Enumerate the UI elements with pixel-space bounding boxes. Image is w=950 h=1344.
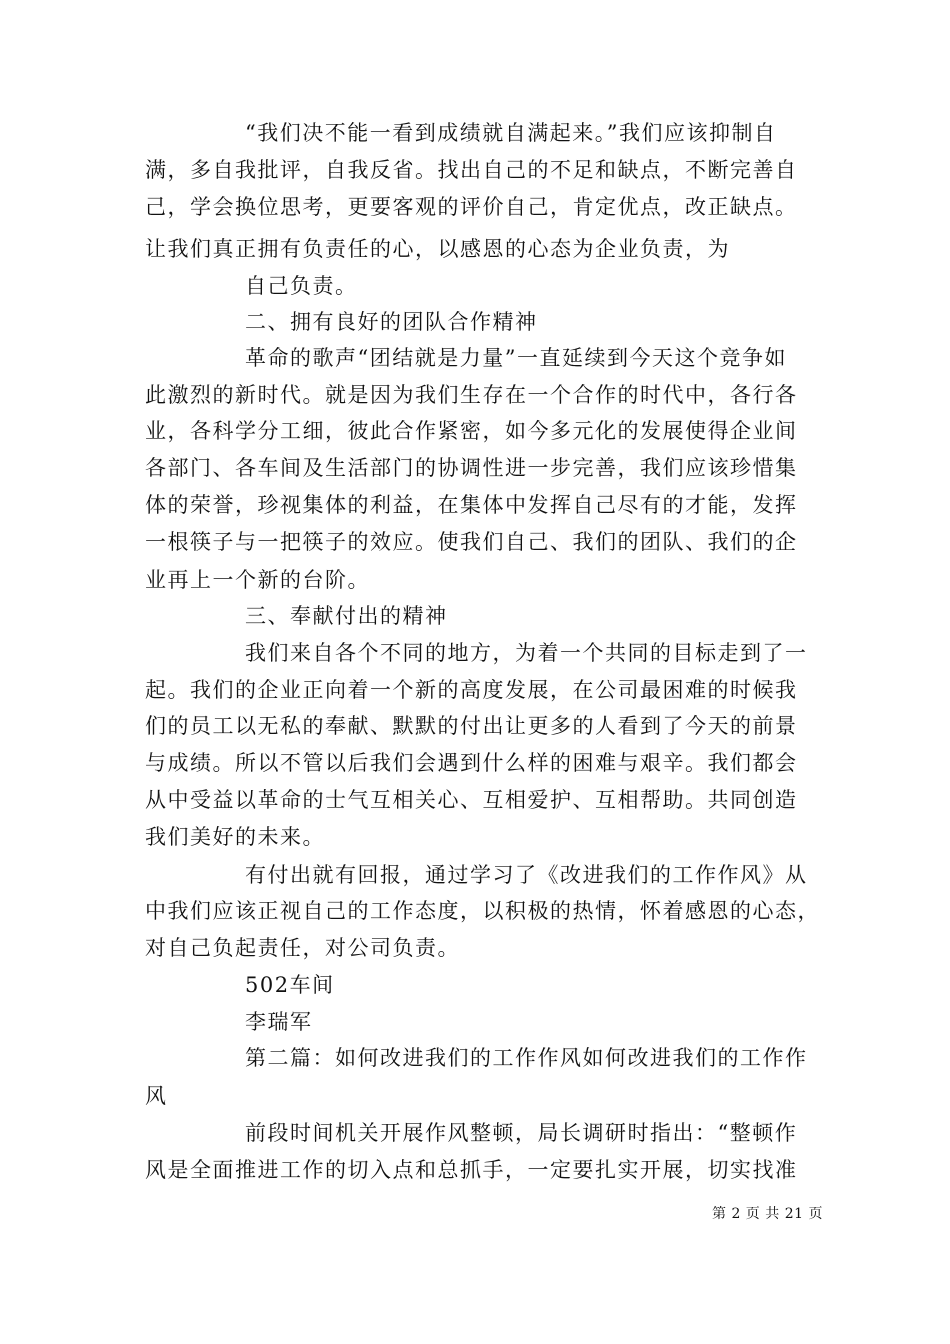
paragraph-line: 从中受益以革命的士气互相关心、互相爱护、互相帮助。共同创造 [145,788,798,812]
paragraph-line: 我们美好的未来。 [145,825,325,849]
signature-department: 502车间 [245,973,335,997]
paragraph-line: 们的员工以无私的奉献、默默的付出让更多的人看到了今天的前景 [145,714,798,738]
paragraph-line: 让我们真正拥有负责任的心，以感恩的心态为企业负责，为 [145,237,730,261]
paragraph-line: 前段时间机关开展作风整顿，局长调研时指出：“整顿作 [245,1121,798,1145]
page-number: 第 2 页 共 21 页 [712,1206,823,1222]
paragraph-line: 革命的歌声“团结就是力量”一直延续到今天这个竞争如 [245,346,787,370]
paragraph-line: “我们决不能一看到成绩就自满起来。”我们应该抑制自 [245,121,777,145]
paragraph-line: 此激烈的新时代。就是因为我们生存在一个合作的时代中，各行各 [145,383,798,407]
paragraph-line: 与成绩。所以不管以后我们会遇到什么样的困难与艰辛。我们都会 [145,751,798,775]
paragraph-line: 体的荣誉，珍视集体的利益，在集体中发挥自己尽有的才能，发挥 [145,493,798,517]
article-title-continuation: 风 [145,1084,168,1108]
paragraph-line: 起。我们的企业正向着一个新的高度发展，在公司最困难的时候我 [145,678,798,702]
paragraph-line: 满，多自我批评，自我反省。找出自己的不足和缺点，不断完善自 [145,158,798,182]
paragraph-line: 对自己负起责任，对公司负责。 [145,936,460,960]
article-title: 第二篇：如何改进我们的工作作风如何改进我们的工作作 [245,1046,808,1070]
paragraph-line: 业，各科学分工细，彼此合作紧密，如今多元化的发展使得企业间 [145,419,798,443]
section-heading: 二、拥有良好的团队合作精神 [245,310,538,334]
paragraph-line: 业再上一个新的台阶。 [145,568,370,592]
paragraph-line: 一根筷子与一把筷子的效应。使我们自己、我们的团队、我们的企 [145,530,798,554]
paragraph-line: 自己负责。 [245,274,358,298]
signature-author: 李瑞军 [245,1010,313,1034]
paragraph-line: 中我们应该正视自己的工作态度，以积极的热情，怀着感恩的心态， [145,899,820,923]
paragraph-line: 各部门、各车间及生活部门的协调性进一步完善，我们应该珍惜集 [145,456,798,480]
paragraph-line: 有付出就有回报，通过学习了《改进我们的工作作风》从 [245,863,808,887]
paragraph-line: 己，学会换位思考，更要客观的评价自己，肯定优点，改正缺点。 [145,195,798,219]
paragraph-line: 风是全面推进工作的切入点和总抓手，一定要扎实开展，切实找准 [145,1158,798,1182]
paragraph-line: 我们来自各个不同的地方，为着一个共同的目标走到了一 [245,641,808,665]
section-heading: 三、奉献付出的精神 [245,604,448,628]
